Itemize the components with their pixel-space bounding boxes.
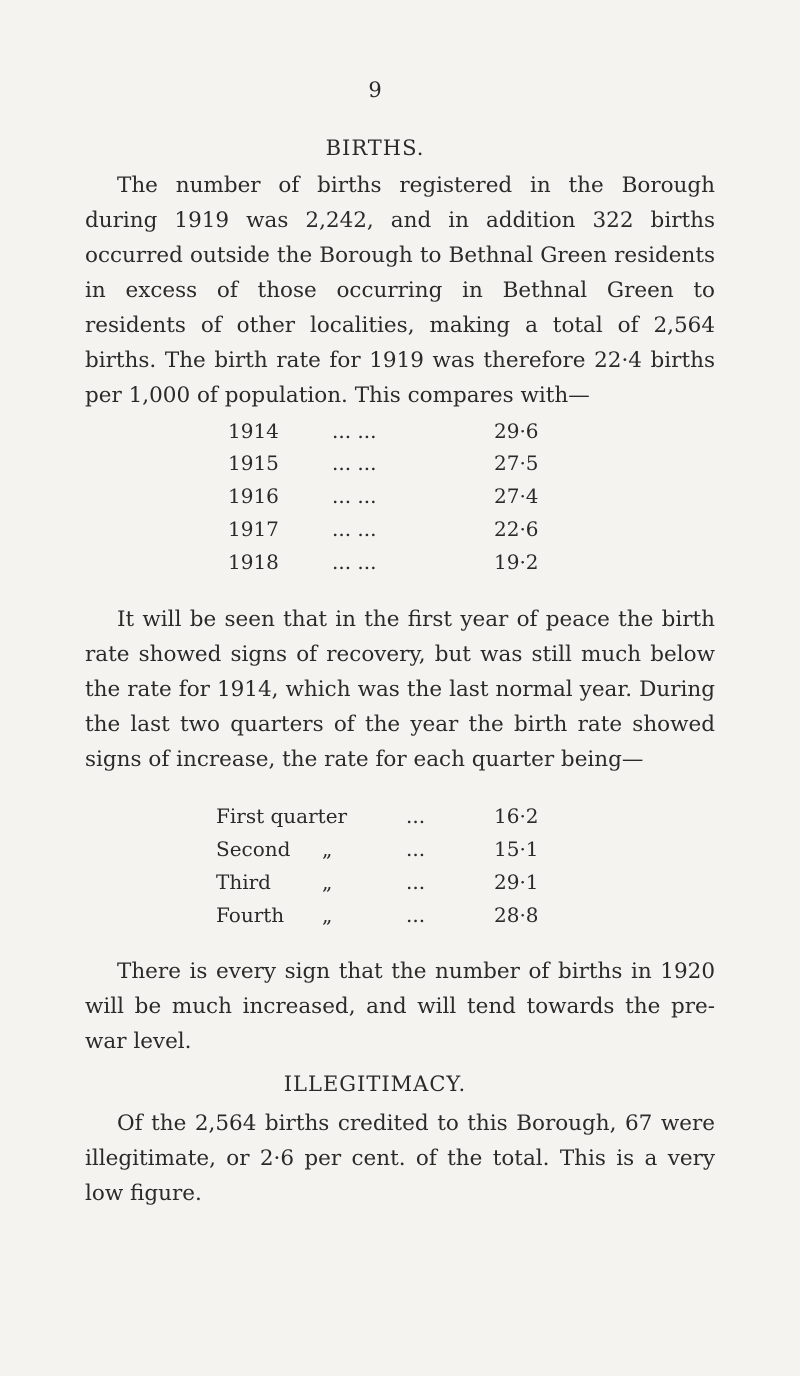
rate-cell: 29·1 [494,870,539,894]
illegitimacy-heading: ILLEGITIMACY. [283,1072,467,1096]
quarter-cell: Fourth [216,903,285,927]
births-heading: BIRTHS. [325,136,425,160]
quarter-cell: Third [216,870,271,894]
births-intro-text: The number of births registered in the Borough during 1919 was 2,242, and in addition 322 births occurred outside the Borough to Bethnal Green residents in excess of those occurring in Bethnal Green to residents of other localities, making a total of 2,564 births. The birth rate for 1919 was therefore 22·4 births per 1,000 of population. This compares with— [85,173,715,408]
year-cell: 1915 [228,451,279,475]
year-cell: 1914 [228,419,279,443]
rate-cell: 29·6 [494,419,539,443]
outlook-paragraph [85,954,715,1059]
peace-paragraph-text: It will be seen that in the first year of peace the birth rate showed signs of recovery, but was still much below the rate for 1914, which was the last normal year. During the last two quarters of the year the birth rate showed signs of increase, the rate for each quarter being— [85,607,715,772]
leader-dots: ... ... [332,419,377,443]
quarter-cell: First quarter [216,804,348,828]
outlook-paragraph-text: There is every sign that the number of births in 1920 will be much increased, and will tend towards the pre-war level. [85,959,715,1054]
leader-dots: ... ... [332,550,377,574]
rate-cell: 19·2 [494,550,539,574]
leader-dots: ... [406,804,426,828]
leader-dots: ... ... [332,451,377,475]
illegitimacy-paragraph [85,1106,715,1211]
year-cell: 1916 [228,484,279,508]
leader-dots: ... [406,870,426,894]
ditto-mark: „ [322,903,333,927]
year-cell: 1917 [228,517,279,541]
leader-dots: ... ... [332,517,377,541]
rate-cell: 27·5 [494,451,539,475]
peace-paragraph [85,602,715,777]
quarter-cell: Second [216,837,291,861]
leader-dots: ... ... [332,484,377,508]
page-number: 9 [368,78,382,102]
ditto-mark: „ [322,837,333,861]
ditto-mark: „ [322,870,333,894]
rate-cell: 28·8 [494,903,539,927]
rate-cell: 15·1 [494,837,539,861]
rate-cell: 22·6 [494,517,539,541]
year-cell: 1918 [228,550,279,574]
births-intro-paragraph [85,168,715,413]
illegitimacy-paragraph-text: Of the 2,564 births credited to this Borough, 67 were illegitimate, or 2·6 per cent. of the total. This is a very low figure. [85,1111,715,1206]
rate-cell: 16·2 [494,804,539,828]
leader-dots: ... [406,903,426,927]
leader-dots: ... [406,837,426,861]
rate-cell: 27·4 [494,484,539,508]
